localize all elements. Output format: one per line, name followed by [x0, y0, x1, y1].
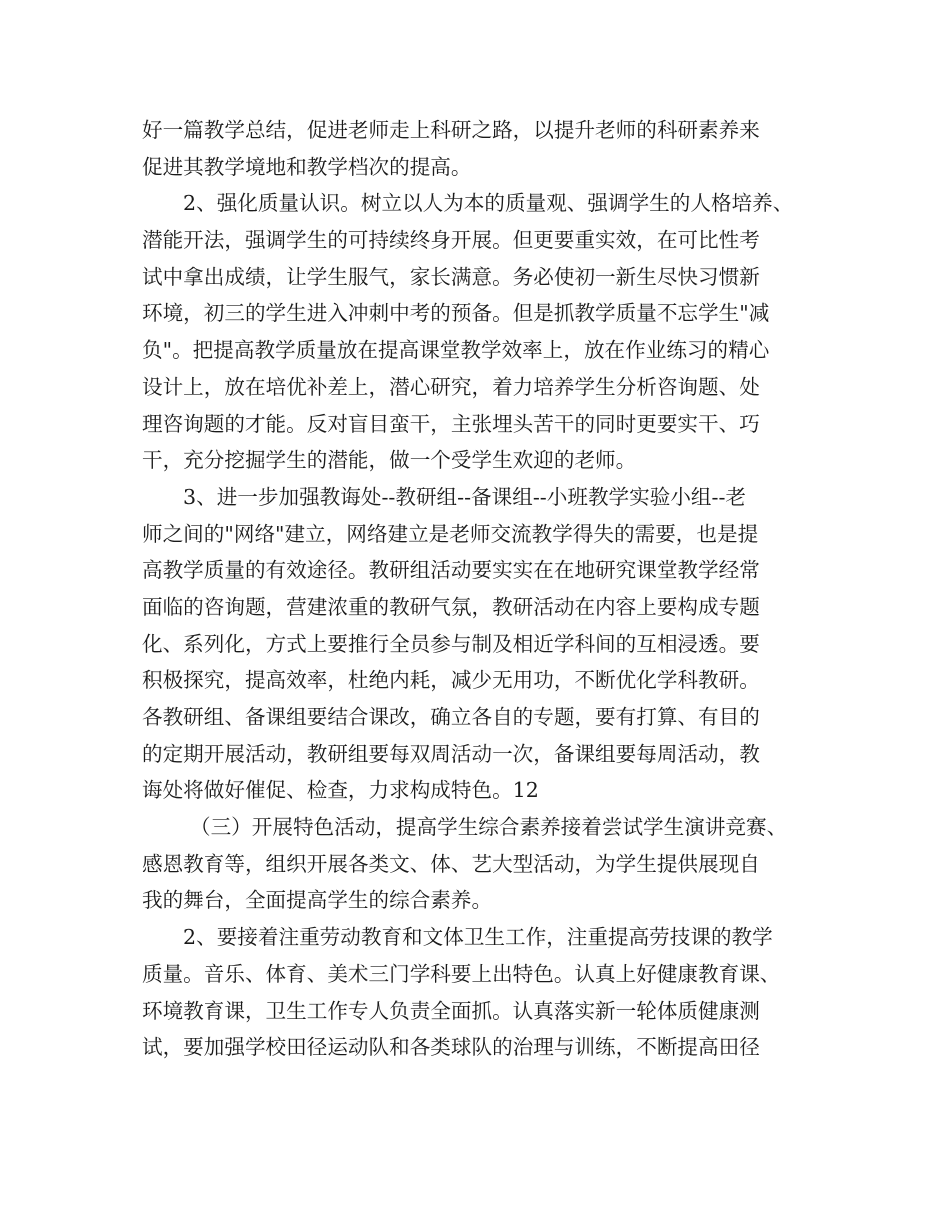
document-body	[142, 112, 802, 1066]
text-line: 师之间的"网络"建立，网络建立是老师交流教学得失的需要，也是提	[142, 521, 759, 546]
text-line: 我的舞台，全面提高学生的综合素养。	[142, 888, 493, 913]
text-line: 潜能开法，强调学生的可持续终身开展。但更要重实效，在可比性考	[142, 228, 760, 253]
text-line: 干，充分挖掘学生的潜能，做一个受学生欢迎的老师。	[142, 448, 637, 473]
text-line: 面临的咨询题，营建浓重的教研气氛，教研活动在内容上要构成专题	[142, 594, 760, 619]
paragraph-labor	[142, 919, 802, 1066]
text-line: 化、系列化，方式上要推行全员参与制及相近学科间的互相浸透。要	[142, 631, 760, 656]
text-line: 各教研组、备课组要结合课改，确立各自的专题，要有打算、有目的	[142, 705, 760, 729]
paragraph-research	[142, 112, 802, 185]
section-heading-line: （三）开展特色活动，提高学生综合素养接着尝试学生演讲竞赛、	[190, 815, 788, 840]
text-line: 诲处将做好催促、检查，力求构成特色。12	[142, 778, 539, 803]
paragraph-network	[142, 479, 802, 809]
text-line: 高教学质量的有效途径。教研组活动要实实在在地研究课堂教学经常	[142, 558, 760, 583]
text-line: 感恩教育等，组织开展各类文、体、艺大型活动，为学生提供展现自	[142, 851, 760, 876]
text-line: 试中拿出成绩，让学生服气，家长满意。务必使初一新生尽快习惯新	[142, 264, 760, 289]
text-line: 的定期开展活动，教研组要每双周活动一次，备课组要每周活动，教	[142, 741, 760, 766]
text-line: 理咨询题的才能。反对盲目蛮干，主张埋头苦干的同时更要实干、巧	[142, 411, 760, 436]
text-line: 环境，初三的学生进入冲刺中考的预备。但是抓教学质量不忘学生"减	[142, 301, 770, 326]
paragraph-quality	[142, 185, 802, 479]
text-line: 环境教育课，卫生工作专人负责全面抓。认真落实新一轮体质健康测	[142, 998, 760, 1023]
text-line: 积极探究，提高效率，杜绝内耗，减少无用功，不断优化学科教研。	[142, 668, 760, 693]
paragraph-activities	[142, 809, 802, 919]
text-line: 设计上，放在培优补差上，潜心研究，着力培养学生分析咨询题、处	[142, 374, 760, 399]
text-line: 3、进一步加强教诲处--教研组--备课组--小班教学实验小组--老	[183, 484, 747, 509]
text-line: 质量。音乐、体育、美术三门学科要上出特色。认真上好健康教育课、	[142, 961, 781, 986]
text-line: 促进其教学境地和教学档次的提高。	[142, 154, 472, 179]
text-line: 好一篇教学总结，促进老师走上科研之路，以提升老师的科研素养来	[142, 118, 760, 142]
text-line: 2、要接着注重劳动教育和文体卫生工作，注重提高劳技课的教学	[183, 925, 773, 950]
text-line: 试，要加强学校田径运动队和各类球队的治理与训练，不断提高田径	[142, 1035, 760, 1060]
text-line: 负"。把提高教学质量放在提高课堂教学效率上，放在作业练习的精心	[142, 338, 770, 363]
text-line: 2、强化质量认识。树立以人为本的质量观、强调学生的人格培养、	[183, 191, 794, 216]
